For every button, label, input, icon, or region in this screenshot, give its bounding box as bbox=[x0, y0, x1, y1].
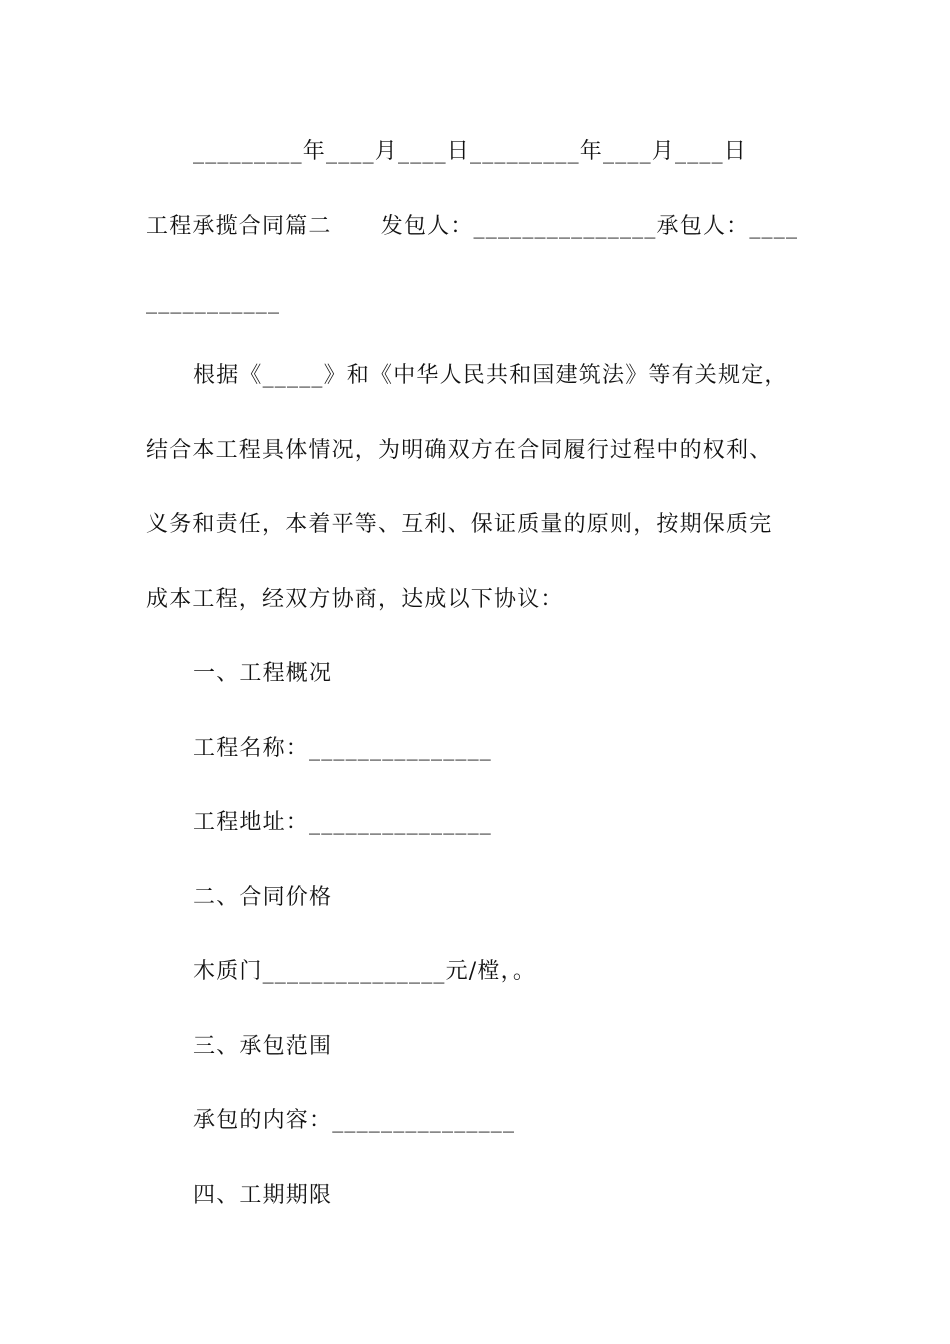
scope-field: 承包的内容：_______________ bbox=[193, 1108, 516, 1133]
section-heading-overview: 一、工程概况 bbox=[193, 661, 333, 686]
intro-paragraph-line-2: 结合本工程具体情况，为明确双方在合同履行过程中的权利、 bbox=[146, 438, 773, 463]
intro-paragraph-line-4: 成本工程，经双方协商，达成以下协议： bbox=[146, 587, 564, 612]
section-heading-scope: 三、承包范围 bbox=[193, 1034, 333, 1059]
intro-paragraph-line-1: 根据《_____》和《中华人民共和国建筑法》等有关规定， bbox=[193, 363, 788, 388]
project-name-field: 工程名称：_______________ bbox=[193, 736, 493, 761]
section-heading-duration: 四、工期期限 bbox=[193, 1183, 333, 1208]
title-line-continuation: ___________ bbox=[146, 289, 281, 314]
intro-paragraph-line-3: 义务和责任，本着平等、互利、保证质量的原则，按期保质完 bbox=[146, 512, 773, 537]
price-field: 木质门_______________元/樘，。 bbox=[193, 959, 537, 984]
section-heading-price: 二、合同价格 bbox=[193, 885, 333, 910]
date-line: _________年____月____日_________年____月____日 bbox=[193, 139, 748, 164]
project-address-field: 工程地址：_______________ bbox=[193, 810, 493, 835]
title-line: 工程承揽合同篇二 发包人：_______________承包人：____ bbox=[146, 214, 799, 239]
